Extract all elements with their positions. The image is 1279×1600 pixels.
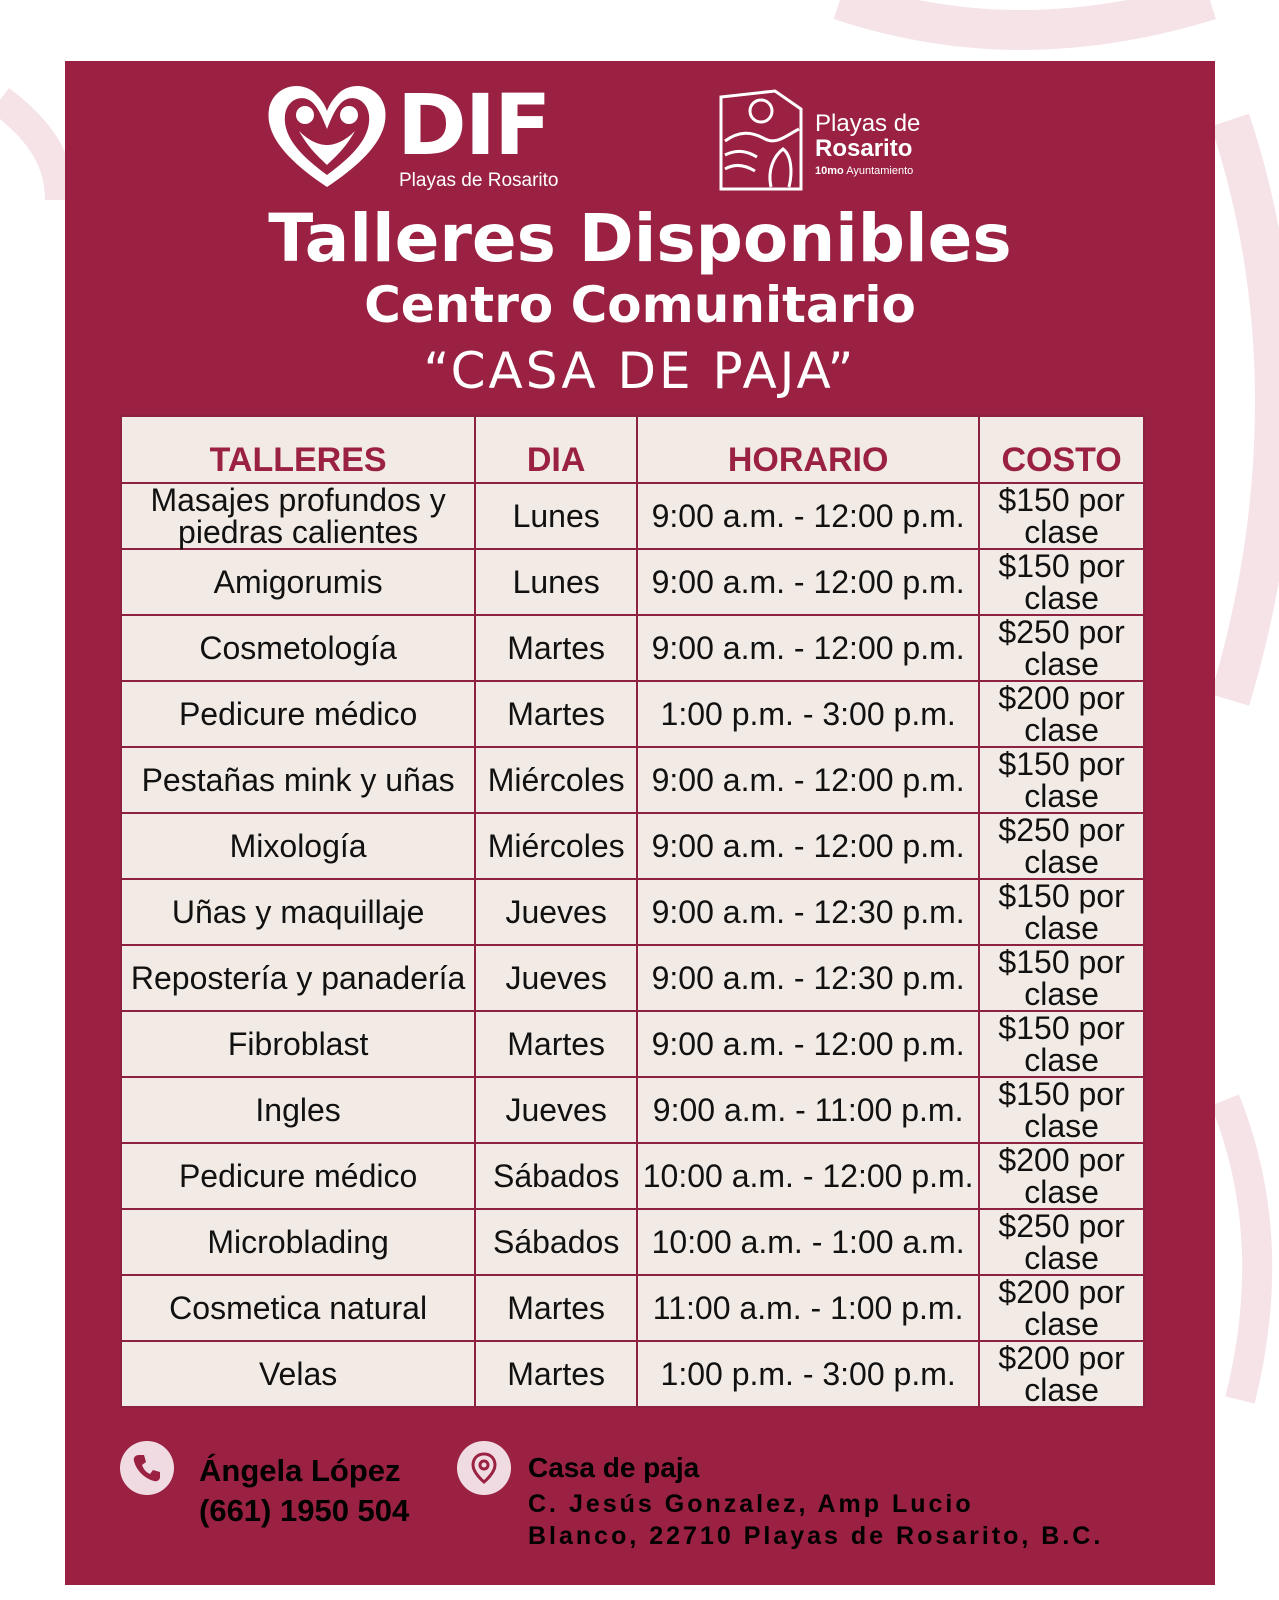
header-talleres: TALLERES bbox=[121, 416, 475, 483]
dif-logo bbox=[265, 76, 585, 191]
cost-cell: $250 por clase bbox=[979, 615, 1144, 681]
table-row bbox=[121, 813, 1144, 879]
day-cell: Sábados bbox=[475, 1209, 637, 1275]
day-cell: Martes bbox=[475, 615, 637, 681]
table-row bbox=[121, 615, 1144, 681]
rosarito-emblem-icon bbox=[715, 89, 807, 193]
cost-cell: $150 por clase bbox=[979, 549, 1144, 615]
table-row bbox=[121, 1341, 1144, 1407]
workshop-name-cell: Masajes profundos y piedras calientes bbox=[121, 483, 475, 549]
schedule-cell: 9:00 a.m. - 12:00 p.m. bbox=[637, 1011, 979, 1077]
table-header-row bbox=[121, 416, 1144, 483]
page-title: Talleres Disponibles bbox=[268, 200, 1012, 277]
schedule-cell: 1:00 p.m. - 3:00 p.m. bbox=[637, 681, 979, 747]
workshop-name-cell: Amigorumis bbox=[121, 549, 475, 615]
schedule-cell: 9:00 a.m. - 11:00 p.m. bbox=[637, 1077, 979, 1143]
workshop-name-cell: Cosmetología bbox=[121, 615, 475, 681]
cost-cell: $200 por clase bbox=[979, 1275, 1144, 1341]
day-cell: Lunes bbox=[475, 549, 637, 615]
table-row bbox=[121, 879, 1144, 945]
day-cell: Martes bbox=[475, 1341, 637, 1407]
flyer-card bbox=[65, 61, 1215, 1585]
workshop-name-cell: Mixología bbox=[121, 813, 475, 879]
table-row bbox=[121, 549, 1144, 615]
cost-cell: $250 por clase bbox=[979, 813, 1144, 879]
day-cell: Sábados bbox=[475, 1143, 637, 1209]
day-cell: Jueves bbox=[475, 945, 637, 1011]
contact-address-line2: Blanco, 22710 Playas de Rosarito, B.C. bbox=[528, 1522, 1104, 1550]
day-cell: Lunes bbox=[475, 483, 637, 549]
workshop-name-cell: Pedicure médico bbox=[121, 681, 475, 747]
place-name-title: “CASA DE PAJA” bbox=[423, 342, 857, 400]
cost-cell: $150 por clase bbox=[979, 1011, 1144, 1077]
workshop-name-cell: Velas bbox=[121, 1341, 475, 1407]
table-row bbox=[121, 1209, 1144, 1275]
dif-logo-subtitle: Playas de Rosarito bbox=[399, 170, 559, 191]
rosarito-logo-line3: 10mo Ayuntamiento bbox=[815, 165, 914, 177]
workshop-name-cell: Uñas y maquillaje bbox=[121, 879, 475, 945]
phone-icon bbox=[120, 1441, 174, 1495]
cost-cell: $250 por clase bbox=[979, 1209, 1144, 1275]
table-row bbox=[121, 945, 1144, 1011]
workshop-name-cell: Ingles bbox=[121, 1077, 475, 1143]
schedule-cell: 9:00 a.m. - 12:00 p.m. bbox=[637, 483, 979, 549]
workshop-schedule-table bbox=[120, 415, 1145, 1408]
schedule-cell: 9:00 a.m. - 12:00 p.m. bbox=[637, 813, 979, 879]
workshop-name-cell: Pestañas mink y uñas bbox=[121, 747, 475, 813]
workshop-name-cell: Repostería y panadería bbox=[121, 945, 475, 1011]
schedule-cell: 9:00 a.m. - 12:30 p.m. bbox=[637, 879, 979, 945]
header-costo: COSTO bbox=[979, 416, 1144, 483]
day-cell: Miércoles bbox=[475, 813, 637, 879]
table-row bbox=[121, 1143, 1144, 1209]
contact-phone[interactable]: (661) 1950 504 bbox=[199, 1493, 410, 1528]
workshop-name-cell: Cosmetica natural bbox=[121, 1275, 475, 1341]
day-cell: Martes bbox=[475, 1275, 637, 1341]
page-subtitle: Centro Comunitario bbox=[364, 276, 916, 334]
cost-cell: $150 por clase bbox=[979, 747, 1144, 813]
rosarito-logo-line2: Rosarito bbox=[815, 135, 913, 162]
schedule-cell: 1:00 p.m. - 3:00 p.m. bbox=[637, 1341, 979, 1407]
workshop-name-cell: Microblading bbox=[121, 1209, 475, 1275]
cost-cell: $200 por clase bbox=[979, 681, 1144, 747]
table-row bbox=[121, 483, 1144, 549]
cost-cell: $200 por clase bbox=[979, 1341, 1144, 1407]
schedule-cell: 9:00 a.m. - 12:30 p.m. bbox=[637, 945, 979, 1011]
workshop-name-cell: Pedicure médico bbox=[121, 1143, 475, 1209]
day-cell: Martes bbox=[475, 681, 637, 747]
day-cell: Miércoles bbox=[475, 747, 637, 813]
table-row bbox=[121, 1077, 1144, 1143]
cost-cell: $150 por clase bbox=[979, 879, 1144, 945]
cost-cell: $150 por clase bbox=[979, 483, 1144, 549]
schedule-cell: 10:00 a.m. - 12:00 p.m. bbox=[637, 1143, 979, 1209]
schedule-cell: 11:00 a.m. - 1:00 p.m. bbox=[637, 1275, 979, 1341]
schedule-cell: 9:00 a.m. - 12:00 p.m. bbox=[637, 747, 979, 813]
table-row bbox=[121, 1275, 1144, 1341]
header-dia: DIA bbox=[475, 416, 637, 483]
day-cell: Jueves bbox=[475, 879, 637, 945]
location-pin-icon bbox=[457, 1441, 511, 1495]
day-cell: Jueves bbox=[475, 1077, 637, 1143]
workshop-name-cell: Fibroblast bbox=[121, 1011, 475, 1077]
schedule-cell: 9:00 a.m. - 12:00 p.m. bbox=[637, 615, 979, 681]
rosarito-logo bbox=[715, 89, 955, 199]
schedule-cell: 10:00 a.m. - 1:00 a.m. bbox=[637, 1209, 979, 1275]
cost-cell: $150 por clase bbox=[979, 1077, 1144, 1143]
header-horario: HORARIO bbox=[637, 416, 979, 483]
table-row bbox=[121, 747, 1144, 813]
contact-person-name: Ángela López bbox=[199, 1453, 401, 1488]
rosarito-logo-line1: Playas de bbox=[815, 110, 921, 137]
heart-logo-icon bbox=[265, 79, 389, 191]
cost-cell: $150 por clase bbox=[979, 945, 1144, 1011]
schedule-cell: 9:00 a.m. - 12:00 p.m. bbox=[637, 549, 979, 615]
table-row bbox=[121, 681, 1144, 747]
cost-cell: $200 por clase bbox=[979, 1143, 1144, 1209]
table-row bbox=[121, 1011, 1144, 1077]
dif-logo-word: DIF bbox=[397, 76, 550, 174]
day-cell: Martes bbox=[475, 1011, 637, 1077]
contact-address-line1: C. Jesús Gonzalez, Amp Lucio bbox=[528, 1490, 974, 1518]
contact-place-name: Casa de paja bbox=[528, 1452, 700, 1483]
